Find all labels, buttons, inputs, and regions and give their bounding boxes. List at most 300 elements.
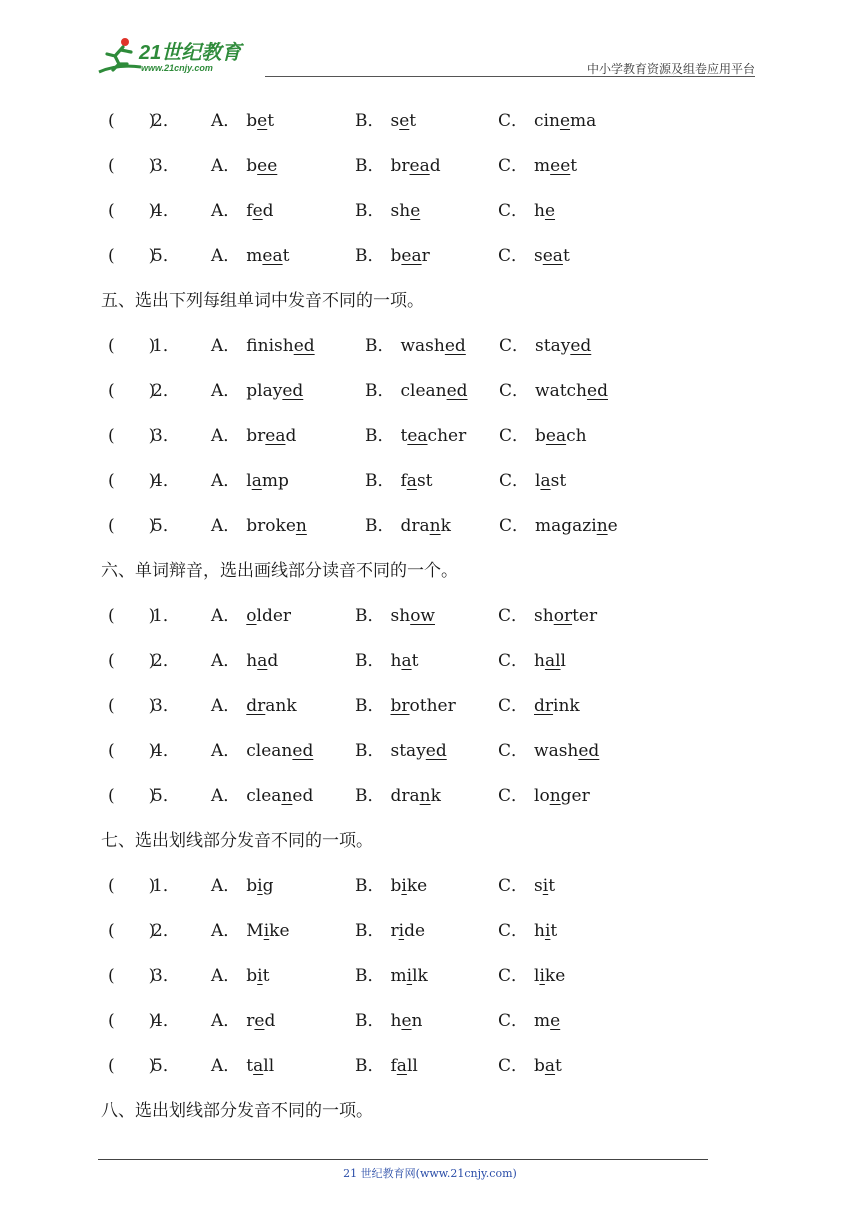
option-word xyxy=(401,426,467,446)
option-letter: B． xyxy=(355,201,385,221)
word-part: t xyxy=(409,111,417,131)
underlined-letters: ea xyxy=(545,426,567,446)
word-part: k xyxy=(440,516,451,536)
option-letter: C． xyxy=(498,1011,529,1031)
logo-wordmark: 21世纪教育 xyxy=(139,42,242,64)
question-row xyxy=(102,684,752,729)
option-c xyxy=(499,414,587,459)
option-c xyxy=(498,639,566,684)
option-word xyxy=(391,1011,423,1031)
question-number: 5． xyxy=(152,516,180,536)
underlined-letters: ee xyxy=(257,156,278,176)
word-part: clea xyxy=(246,786,282,806)
option-letter: B． xyxy=(355,696,385,716)
word-part: ink xyxy=(553,696,580,716)
answer-blank: ( ) xyxy=(108,156,156,176)
option-word xyxy=(391,966,428,986)
word-part: sh xyxy=(390,201,411,221)
option-a xyxy=(211,324,315,369)
answer-blank: ( ) xyxy=(108,426,156,446)
option-word xyxy=(246,921,289,941)
word-part: dra xyxy=(390,786,420,806)
option-letter: C． xyxy=(498,921,529,941)
option-a xyxy=(211,999,275,1044)
underlined-letters: ed xyxy=(292,741,314,761)
underlined-letters: a xyxy=(251,471,262,491)
underlined-letters: br xyxy=(390,696,410,716)
underlined-letters: n xyxy=(419,786,431,806)
word-part: ke xyxy=(406,876,428,896)
option-letter: C． xyxy=(498,741,529,761)
word-part: broke xyxy=(246,516,296,536)
option-word xyxy=(246,426,296,446)
question-row xyxy=(102,774,752,819)
question-row xyxy=(102,189,752,234)
word-part: stay xyxy=(535,336,571,356)
word-part: lk xyxy=(412,966,428,986)
word-part: t xyxy=(570,156,578,176)
option-letter: A． xyxy=(211,966,241,986)
word-part: d xyxy=(264,1011,276,1031)
exercise-content xyxy=(102,99,752,1134)
option-word xyxy=(246,786,313,806)
option-b xyxy=(355,999,422,1044)
option-word xyxy=(391,741,447,761)
question-row xyxy=(102,504,752,549)
option-a xyxy=(211,684,297,729)
option-word xyxy=(534,741,599,761)
underlined-letters: i xyxy=(263,921,270,941)
option-b xyxy=(355,234,430,279)
option-letter: C． xyxy=(498,696,529,716)
underlined-letters: i xyxy=(257,876,263,896)
option-a xyxy=(211,189,274,234)
word-part: l xyxy=(560,651,566,671)
option-b xyxy=(355,729,447,774)
word-part: ma xyxy=(570,111,597,131)
option-letter: A． xyxy=(211,471,241,491)
option-c xyxy=(498,99,596,144)
underlined-letters: al xyxy=(544,651,561,671)
word-part: m xyxy=(534,156,551,176)
option-letter: A． xyxy=(211,111,241,131)
word-part: wash xyxy=(534,741,579,761)
question-number: 4． xyxy=(152,471,180,491)
option-letter: C． xyxy=(499,516,530,536)
option-word xyxy=(391,696,456,716)
option-b xyxy=(355,864,427,909)
word-part: d xyxy=(285,426,297,446)
word-part: stay xyxy=(390,741,426,761)
header-divider xyxy=(265,76,755,77)
answer-blank: ( ) xyxy=(108,606,156,626)
option-b xyxy=(355,189,420,234)
option-letter: B． xyxy=(365,381,395,401)
word-part: st xyxy=(416,471,433,491)
word-part: watch xyxy=(535,381,588,401)
option-letter: B． xyxy=(365,336,395,356)
underlined-letters: e xyxy=(257,111,268,131)
word-part: ank xyxy=(265,696,297,716)
answer-blank: ( ) xyxy=(108,966,156,986)
option-word xyxy=(534,876,555,896)
underlined-letters: e xyxy=(252,201,263,221)
option-letter: A． xyxy=(211,741,241,761)
word-part: ed xyxy=(292,786,314,806)
option-c xyxy=(499,324,591,369)
word-part: t xyxy=(550,921,558,941)
option-letter: C． xyxy=(498,201,529,221)
question-row xyxy=(102,639,752,684)
option-c xyxy=(498,954,565,999)
option-letter: B． xyxy=(355,921,385,941)
option-b xyxy=(355,99,416,144)
question-number: 3． xyxy=(152,426,180,446)
logo-url: www.21cnjy.com xyxy=(141,63,213,73)
word-part: s xyxy=(534,246,543,266)
word-part: b xyxy=(534,1056,545,1076)
option-b xyxy=(365,459,433,504)
question-number: 5． xyxy=(152,786,180,806)
option-a xyxy=(211,369,303,414)
option-word xyxy=(391,1056,418,1076)
word-part: t xyxy=(246,1056,254,1076)
word-part: h xyxy=(534,651,545,671)
option-letter: C． xyxy=(499,426,530,446)
footer-divider xyxy=(98,1159,708,1160)
question-row xyxy=(102,954,752,999)
underlined-letters: e xyxy=(399,111,410,131)
word-part: br xyxy=(246,426,266,446)
option-letter: B． xyxy=(355,876,385,896)
word-part: t xyxy=(555,1056,562,1076)
word-part: ll xyxy=(406,1056,418,1076)
option-b xyxy=(355,594,435,639)
word-part: k xyxy=(430,786,441,806)
option-word xyxy=(534,246,570,266)
underlined-letters: n xyxy=(429,516,441,536)
answer-blank: ( ) xyxy=(108,1011,156,1031)
word-part: ger xyxy=(560,786,590,806)
option-word xyxy=(246,1056,274,1076)
word-part: t xyxy=(282,246,290,266)
answer-blank: ( ) xyxy=(108,111,156,131)
option-word xyxy=(246,381,303,401)
option-word xyxy=(246,471,289,491)
option-word xyxy=(391,111,417,131)
underlined-letters: o xyxy=(246,606,257,626)
option-word xyxy=(534,201,555,221)
option-letter: C． xyxy=(499,336,530,356)
question-row xyxy=(102,909,752,954)
word-part: l xyxy=(535,471,541,491)
option-word xyxy=(246,201,273,221)
word-part: b xyxy=(535,426,546,446)
word-part: m xyxy=(534,1011,551,1031)
question-number: 2． xyxy=(152,381,180,401)
underlined-letters: ed xyxy=(282,381,304,401)
word-part: dra xyxy=(400,516,430,536)
word-part: cher xyxy=(427,426,467,446)
option-word xyxy=(534,606,597,626)
word-part: b xyxy=(246,966,258,986)
option-letter: C． xyxy=(499,471,530,491)
answer-blank: ( ) xyxy=(108,876,156,896)
question-number: 4． xyxy=(152,741,180,761)
question-number: 2． xyxy=(152,111,180,131)
option-c xyxy=(498,774,590,819)
word-part: h xyxy=(246,651,258,671)
question-row xyxy=(102,234,752,279)
option-b xyxy=(355,774,441,819)
word-part: b xyxy=(390,876,402,896)
underlined-letters: dr xyxy=(534,696,554,716)
option-a xyxy=(211,414,296,459)
underlined-letters: ed xyxy=(425,741,447,761)
underlined-letters: n xyxy=(596,516,608,536)
option-word xyxy=(391,201,421,221)
option-c xyxy=(499,369,608,414)
question-number: 3． xyxy=(152,696,180,716)
underlined-letters: i xyxy=(542,876,549,896)
option-b xyxy=(365,369,468,414)
word-part: b xyxy=(246,156,258,176)
option-word xyxy=(534,1056,562,1076)
option-letter: A． xyxy=(211,516,241,536)
option-word xyxy=(534,156,577,176)
option-word xyxy=(246,966,269,986)
option-letter: C． xyxy=(498,156,529,176)
option-word xyxy=(535,426,587,446)
word-part: wash xyxy=(400,336,445,356)
underlined-letters: ed xyxy=(578,741,600,761)
section-heading: 五、选出下列每组单词中发音不同的一项。 xyxy=(101,291,424,311)
word-part: br xyxy=(390,156,410,176)
option-c xyxy=(498,864,555,909)
runner-logo-icon xyxy=(95,34,143,78)
underlined-letters: ed xyxy=(446,381,468,401)
option-a xyxy=(211,909,290,954)
word-part: l xyxy=(534,966,540,986)
option-letter: A． xyxy=(211,381,241,401)
option-word xyxy=(534,651,566,671)
word-part: st xyxy=(550,471,567,491)
option-c xyxy=(498,594,597,639)
option-letter: A． xyxy=(211,876,241,896)
word-part: sh xyxy=(534,606,554,626)
option-b xyxy=(355,954,428,999)
option-letter: A． xyxy=(211,201,241,221)
option-c xyxy=(498,144,577,189)
underlined-letters: a xyxy=(406,471,417,491)
word-part: b xyxy=(390,246,402,266)
section-heading: 八、选出划线部分发音不同的一项。 xyxy=(101,1101,373,1121)
word-part: r xyxy=(421,246,430,266)
word-part: t xyxy=(562,246,570,266)
underlined-letters: i xyxy=(406,966,413,986)
word-part: m xyxy=(246,246,263,266)
option-letter: A． xyxy=(211,336,241,356)
option-b xyxy=(365,504,451,549)
question-row xyxy=(102,594,752,639)
underlined-letters: a xyxy=(401,651,412,671)
option-letter: C． xyxy=(498,246,529,266)
option-word xyxy=(401,516,451,536)
option-a xyxy=(211,594,291,639)
option-b xyxy=(365,414,466,459)
option-a xyxy=(211,459,289,504)
word-part: other xyxy=(409,696,456,716)
word-part: h xyxy=(390,651,402,671)
underlined-letters: a xyxy=(544,1056,556,1076)
option-c xyxy=(498,189,555,234)
word-part: g xyxy=(262,876,274,896)
option-word xyxy=(534,786,590,806)
option-c xyxy=(498,999,560,1044)
page-footer: 21 世纪教育网(www.21cnjy.com) xyxy=(343,1167,517,1180)
answer-blank: ( ) xyxy=(108,201,156,221)
answer-blank: ( ) xyxy=(108,921,156,941)
underlined-letters: e xyxy=(254,1011,265,1031)
option-letter: A． xyxy=(211,156,241,176)
underlined-letters: ea xyxy=(265,426,286,446)
option-word xyxy=(246,606,291,626)
option-word xyxy=(535,471,566,491)
option-word xyxy=(246,876,273,896)
option-letter: C． xyxy=(498,111,529,131)
word-part: lder xyxy=(256,606,292,626)
option-letter: B． xyxy=(365,471,395,491)
option-word xyxy=(246,336,314,356)
word-part: ch xyxy=(566,426,587,446)
option-c xyxy=(498,729,599,774)
question-number: 5． xyxy=(152,246,180,266)
word-part: ll xyxy=(263,1056,275,1076)
option-letter: B． xyxy=(355,111,385,131)
option-a xyxy=(211,639,278,684)
option-word xyxy=(391,606,435,626)
question-row xyxy=(102,999,752,1044)
word-part: b xyxy=(246,111,258,131)
option-word xyxy=(401,336,466,356)
option-word xyxy=(391,651,419,671)
question-number: 4． xyxy=(152,201,180,221)
option-c xyxy=(498,1044,562,1089)
underlined-letters: ea xyxy=(407,426,428,446)
option-word xyxy=(391,876,428,896)
underlined-letters: e xyxy=(544,201,556,221)
option-letter: C． xyxy=(498,1056,529,1076)
option-word xyxy=(391,921,426,941)
option-letter: C． xyxy=(498,606,529,626)
word-part: l xyxy=(246,471,252,491)
underlined-letters: n xyxy=(295,516,307,536)
option-a xyxy=(211,504,307,549)
answer-blank: ( ) xyxy=(108,336,156,356)
word-part: t xyxy=(400,426,408,446)
option-a xyxy=(211,774,313,819)
option-a xyxy=(211,1044,274,1089)
underlined-letters: ea xyxy=(409,156,430,176)
option-letter: B． xyxy=(355,741,385,761)
word-part: h xyxy=(534,921,545,941)
option-letter: B． xyxy=(355,786,385,806)
underlined-letters: a xyxy=(257,651,268,671)
option-letter: C． xyxy=(498,966,529,986)
option-letter: C． xyxy=(499,381,530,401)
option-word xyxy=(391,156,441,176)
underlined-letters: n xyxy=(549,786,561,806)
option-a xyxy=(211,144,277,189)
word-part: ke xyxy=(544,966,566,986)
option-word xyxy=(246,156,277,176)
option-b xyxy=(355,909,425,954)
answer-blank: ( ) xyxy=(108,696,156,716)
underlined-letters: a xyxy=(253,1056,264,1076)
underlined-letters: dr xyxy=(246,696,266,716)
option-word xyxy=(246,111,274,131)
option-a xyxy=(211,954,269,999)
question-number: 3． xyxy=(152,156,180,176)
option-letter: A． xyxy=(211,921,241,941)
question-row xyxy=(102,459,752,504)
word-part: d xyxy=(267,651,279,671)
question-number: 3． xyxy=(152,966,180,986)
option-letter: A． xyxy=(211,426,241,446)
underlined-letters: e xyxy=(401,1011,412,1031)
underlined-letters: ed xyxy=(587,381,608,401)
option-word xyxy=(246,516,307,536)
underlined-letters: ea xyxy=(542,246,563,266)
option-word xyxy=(246,1011,275,1031)
underlined-letters: ee xyxy=(550,156,571,176)
answer-blank: ( ) xyxy=(108,381,156,401)
question-row xyxy=(102,729,752,774)
word-part: sh xyxy=(390,606,411,626)
option-word xyxy=(246,246,289,266)
word-part: t xyxy=(411,651,419,671)
option-c xyxy=(499,504,618,549)
word-part: d xyxy=(262,201,274,221)
header-slogan: 中小学教育资源及组卷应用平台 xyxy=(586,62,755,76)
underlined-letters: ea xyxy=(401,246,422,266)
question-row xyxy=(102,144,752,189)
answer-blank: ( ) xyxy=(108,246,156,266)
answer-blank: ( ) xyxy=(108,741,156,761)
site-logo xyxy=(95,34,265,78)
option-letter: A． xyxy=(211,786,241,806)
word-part: mp xyxy=(261,471,289,491)
question-number: 1． xyxy=(152,876,180,896)
option-c xyxy=(499,459,566,504)
option-word xyxy=(535,336,591,356)
section-heading: 七、选出划线部分发音不同的一项。 xyxy=(101,831,373,851)
answer-blank: ( ) xyxy=(108,786,156,806)
option-word xyxy=(246,696,296,716)
word-part: n xyxy=(411,1011,423,1031)
option-letter: B． xyxy=(355,156,385,176)
option-b xyxy=(355,144,441,189)
word-part: play xyxy=(246,381,283,401)
question-row xyxy=(102,324,752,369)
word-part: r xyxy=(390,921,399,941)
option-word xyxy=(401,471,433,491)
question-number: 1． xyxy=(152,606,180,626)
word-part: clean xyxy=(400,381,447,401)
option-word xyxy=(246,651,278,671)
underlined-letters: ed xyxy=(444,336,466,356)
underlined-letters: i xyxy=(539,966,545,986)
